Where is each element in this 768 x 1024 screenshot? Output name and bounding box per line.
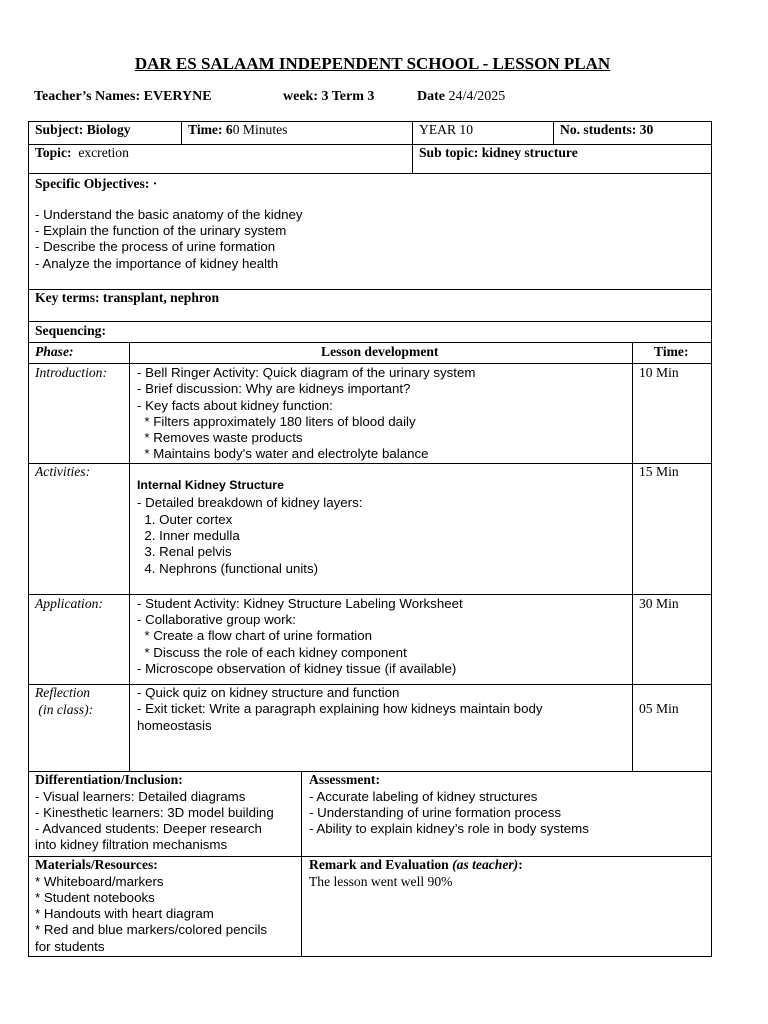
teacher-name: Teacher’s Names: EVERYNE (34, 89, 212, 104)
differentiation-line: - Advanced students: Deeper research (35, 821, 262, 836)
objective-item: - Describe the process of urine formation (35, 239, 276, 254)
reflection-line: homeostasis (137, 718, 212, 733)
activities-line: 3. Renal pelvis (137, 544, 232, 559)
activities-time: 15 Min (639, 464, 679, 479)
time-cell (188, 122, 287, 139)
reflection-line: - Exit ticket: Write a paragraph explaining how kidneys maintain body (137, 701, 543, 716)
differentiation-line: - Visual learners: Detailed diagrams (35, 789, 246, 804)
topic-value: excretion (78, 145, 129, 160)
application-line: * Discuss the role of each kidney component (137, 645, 407, 660)
activities-line: - Detailed breakdown of kidney layers: (137, 495, 363, 510)
activities-line: 4. Nephrons (functional units) (137, 561, 319, 576)
phase-introduction: Introduction: (35, 365, 107, 380)
intro-line: - Key facts about kidney function: (137, 398, 333, 413)
reflection-time: 05 Min (639, 701, 679, 716)
topic-label: Topic: (35, 145, 72, 160)
application-line: * Create a flow chart of urine formation (137, 628, 373, 643)
differentiation-line: - Kinesthetic learners: 3D model building (35, 805, 274, 820)
phase-header: Phase: (35, 344, 74, 359)
date-value: 24/4/2025 (448, 89, 506, 104)
phase-reflection-sub: (in class): (35, 702, 94, 717)
materials-line: * Whiteboard/markers (35, 874, 164, 889)
students-cell: No. students: 30 (560, 122, 654, 137)
remark-heading-text: Remark and Evaluation (309, 857, 449, 872)
materials-heading: Materials/Resources: (35, 857, 158, 872)
development-header: Lesson development (321, 344, 439, 359)
application-line: - Collaborative group work: (137, 612, 296, 627)
intro-line: - Bell Ringer Activity: Quick diagram of the urinary system (137, 365, 476, 380)
remark-heading-italic: (as teacher) (452, 857, 519, 872)
assessment-line: - Ability to explain kidney’s role in body systems (309, 821, 589, 836)
phase-activities: Activities: (35, 464, 91, 479)
lesson-date (417, 89, 505, 105)
activities-line: 2. Inner medulla (137, 528, 240, 543)
page-title: DAR ES SALAAM INDEPENDENT SCHOOL - LESSON PLAN (134, 54, 611, 73)
assessment-line: - Understanding of urine formation process (309, 805, 562, 820)
intro-line: * Filters approximately 180 liters of blood daily (137, 414, 416, 429)
materials-line: * Student notebooks (35, 890, 155, 905)
phase-application: Application: (35, 596, 103, 611)
objective-item: - Understand the basic anatomy of the kidney (35, 207, 303, 222)
materials-line: for students (35, 939, 105, 954)
objectives-heading: Specific Objectives: · (35, 176, 158, 191)
time-value: 0 Minutes (232, 122, 288, 137)
differentiation-heading: Differentiation/Inclusion: (35, 772, 183, 787)
materials-line: * Red and blue markers/colored pencils (35, 922, 268, 937)
week-term: week: 3 Term 3 (283, 89, 375, 104)
subtopic-cell: Sub topic: kidney structure (419, 145, 578, 160)
intro-line: * Removes waste products (137, 430, 303, 445)
activities-line: 1. Outer cortex (137, 512, 233, 527)
phase-reflection: Reflection (35, 685, 91, 700)
key-terms: Key terms: transplant, nephron (35, 290, 220, 305)
intro-time: 10 Min (639, 365, 679, 380)
subject-cell: Subject: Biology (35, 122, 131, 137)
objective-item: - Explain the function of the urinary system (35, 223, 287, 238)
application-time: 30 Min (639, 596, 679, 611)
remark-heading (309, 857, 523, 874)
intro-line: - Brief discussion: Why are kidneys important? (137, 381, 411, 396)
objective-item: - Analyze the importance of kidney health (35, 256, 279, 271)
differentiation-line: into kidney filtration mechanisms (35, 837, 228, 852)
intro-line: * Maintains body's water and electrolyte balance (137, 446, 429, 461)
assessment-heading: Assessment: (309, 772, 380, 787)
activities-title: Internal Kidney Structure (137, 478, 284, 492)
time-label: Time: 6 (188, 122, 233, 137)
sequencing-label: Sequencing: (35, 323, 107, 338)
assessment-line: - Accurate labeling of kidney structures (309, 789, 538, 804)
remark-heading-colon: : (518, 857, 523, 872)
date-label: Date (417, 89, 445, 104)
reflection-line: - Quick quiz on kidney structure and function (137, 685, 400, 700)
application-line: - Student Activity: Kidney Structure Labeling Worksheet (137, 596, 463, 611)
materials-line: * Handouts with heart diagram (35, 906, 214, 921)
topic-cell (35, 145, 129, 162)
application-line: - Microscope observation of kidney tissue (if available) (137, 661, 457, 676)
year-cell: YEAR 10 (419, 122, 473, 137)
time-header: Time: (654, 344, 689, 359)
remark-value: The lesson went well 90% (309, 874, 453, 889)
